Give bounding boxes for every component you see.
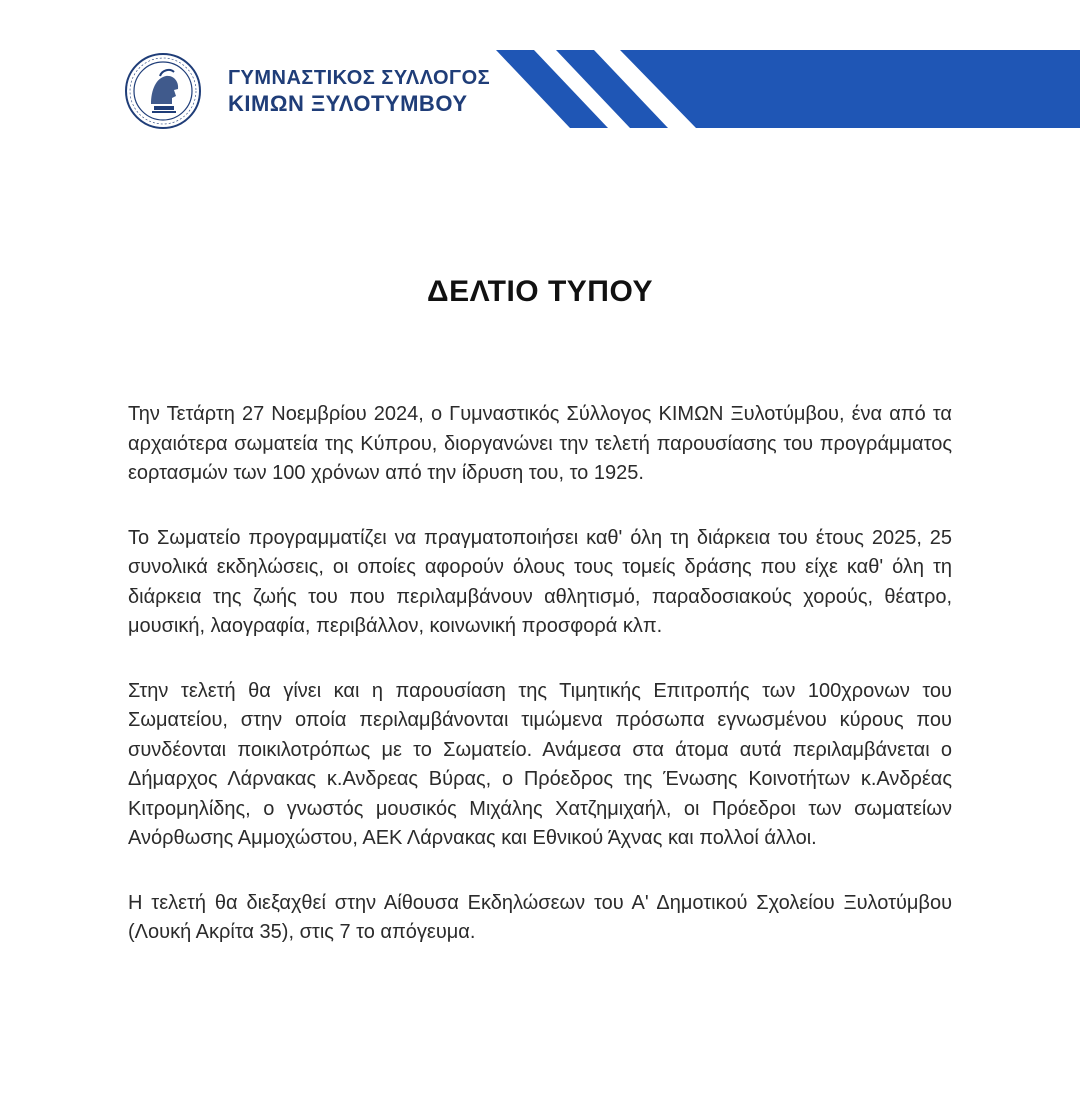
org-name-line1: ΓΥΜΝΑΣΤΙΚΟΣ ΣΥΛΛΟΓΟΣ (228, 67, 491, 89)
paragraph-1: Την Τετάρτη 27 Νοεμβρίου 2024, ο Γυμναστικός Σύλλογος ΚΙΜΩΝ Ξυλοτύμβου, ένα από τα αρχαιότερα σωματεία της Κύπρου, διοργανώνει την τελετή παρουσίασης του προγράμματος εορτασμών των 100 χρόνων από την ίδρυση του, το 1925. (128, 403, 952, 484)
letterhead (0, 0, 1080, 140)
organization-name (228, 66, 490, 118)
press-release-body (128, 400, 952, 983)
paragraph-2: Το Σωματείο προγραμματίζει να πραγματοποιήσει καθ' όλη τη διάρκεια του έτους 2025, 25 συνολικά εκδηλώσεις, οι οποίες αφορούν όλους τους τομείς δράσης που είχε καθ' όλη τη διάρκεια της ζωής του που περιλαμβάνουν αθλητισμό, παραδοσιακούς χορούς, θέατρο, μουσική, λαογραφία, περιβάλλον, κοινωνική προσφορά κλπ. (128, 526, 952, 637)
document-title: ΔΕΛΤΙΟ ΤΥΠΟΥ (427, 275, 653, 308)
club-seal-icon (124, 52, 202, 130)
paragraph-4: Η τελετή θα διεξαχθεί στην Αίθουσα Εκδηλώσεων του Α' Δημοτικού Σχολείου Ξυλοτύμβου (Λουκή Ακρίτα 35), στις 7 το απόγευμα. (128, 891, 952, 943)
paragraph-3: Στην τελετή θα γίνει και η παρουσίαση της Τιμητικής Επιτροπής των 100χρονων του Σωματείου, στην οποία περιλαμβάνονται τιμώμενα πρόσωπα εγνωσμένου κύρους που συνδέονται ποικιλοτρόπως με το Σωματείο. Ανάμεσα στα άτομα αυτά περιλαμβάνεται ο Δήμαρχος Λάρνακας κ.Ανδρεας Βύρας, ο Πρόεδρος της Ένωσης Κοινοτήτων κ.Ανδρέας Κιτρομηλίδης, ο γνωστός μουσικός Μιχάλης Χατζημιχαήλ, οι Πρόεδροι των σωματείων Ανόρθωσης Αμμοχώστου, ΑΕΚ Λάρνακας και Εθνικού Άχνας και πολλοί άλλοι. (128, 679, 952, 849)
org-name-line2: ΚΙΜΩΝ ΞΥΛΟΤΥΜΒΟΥ (228, 91, 468, 116)
header-banner-stripes (496, 50, 1080, 128)
